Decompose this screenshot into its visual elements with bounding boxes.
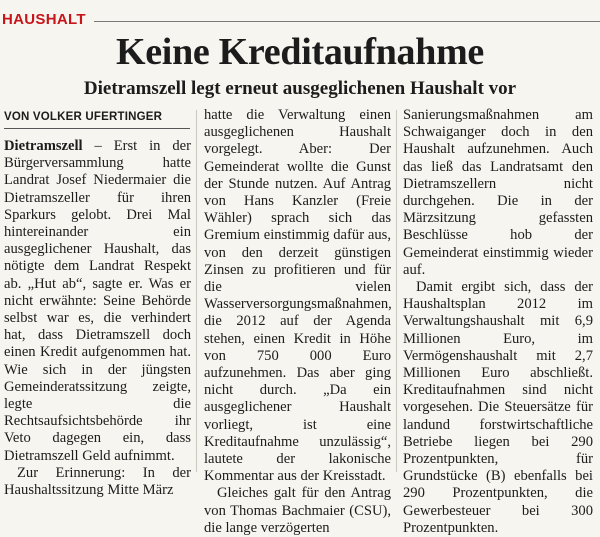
- byline: VON VOLKER UFERTINGER: [4, 111, 163, 123]
- paragraph-2-start: Zur Erinnerung: In der Haushaltssitzung Mitte März: [4, 464, 191, 499]
- dateline: Dietramszell: [4, 138, 83, 154]
- subheadline: Dietramszell legt erneut ausgeglichenen Haushalt vor: [83, 78, 517, 99]
- column-divider: [196, 110, 197, 472]
- paragraph-2-cont: hatte die Verwaltung einen ausgeglichenen Haushalt vorgelegt. Aber: Der Gemeinderat wollte die Gunst der Stunde nutzen. Auf Antrag von Hans Kanzler (Freie Wähler) sprach sich das Gremium einstimmig dafür aus, von den derzeit günstigen Zinsen zu profitieren und für die vielen Wasserversorgungsmaßnahmen, die 2012 auf der Agenda stehen, einen Kredit in Höhe von 750 000 Euro aufzunehmen. Das aber ging nicht durch. „Da ein ausgeglichener Haushalt vorliegt, ist eine Kreditaufnahme unzulässig“, lautete der lakonische Kommentar aus der Kreisstadt.: [204, 107, 392, 485]
- article-column-2: [204, 107, 392, 536]
- paragraph-1-text: – Erst in der Bürgerversammlung hatte Landrat Josef Niedermaier die Dietramszeller für ihren Sparkurs gelobt. Drei Mal hintereinander ein ausgeglichener Haushalt, das nötigte dem Landrat Respekt ab. „Hut ab“, sagte er. Was er nicht erwähnte: Seine Behörde selbst war es, die verhindert hat, dass Dietramszell doch einen Kredit aufgenommen hat. Wie sich in der jüngsten Gemeinderatssitzung zeigte, legte die Rechtsaufsichtsbehörde ihr Veto dagegen ein, dass Dietramszell Geld aufnimmt.: [4, 138, 191, 464]
- section-kicker: HAUSHALT: [2, 11, 94, 28]
- paragraph-3-start: Gleiches galt für den Antrag von Thomas Bachmaier (CSU), die lange verzögerten: [204, 485, 391, 536]
- byline-rule: [4, 128, 190, 129]
- article-column-3: [403, 107, 593, 536]
- headline: Keine Kreditaufnahme: [115, 31, 484, 73]
- paragraph-1: [4, 138, 191, 465]
- article-column-1: [4, 138, 191, 499]
- column-divider: [396, 110, 397, 472]
- paragraph-3-cont: Sanierungsmaßnahmen am Schwaiganger doch in den Haushalt aufzunehmen. Auch das ließ das Landratsamt den Dietramszellern nicht durchgehen. Die in der Märzsitzung gefassten Beschlüsse hob der Gemeinderat einstimmig wieder auf.: [403, 107, 593, 278]
- paragraph-4: Damit ergibt sich, dass der Haushaltsplan 2012 im Verwaltungshaushalt mit 6,9 Millionen Euro, im Vermögenshaushalt mit 2,7 Millionen Euro abschließt. Kreditaufnahmen sind nicht vorgesehen. Die Steuersätze für landund forstwirtschaftliche Betriebe liegen bei 290 Prozentpunkten, für Grundstücke (B) ebenfalls bei 290 Prozentpunkten, die Gewerbesteuer bei 300 Prozentpunkten.: [403, 279, 593, 536]
